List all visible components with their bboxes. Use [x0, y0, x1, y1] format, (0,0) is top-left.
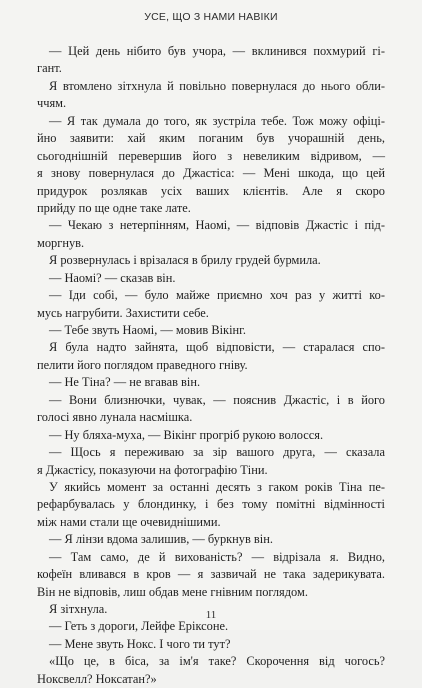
running-head: УСЕ, ЩО З НАМИ НАВІКИ [144, 11, 278, 23]
text-line: сьогоднішній перевершив його з невеликим відривом, — [37, 148, 385, 163]
text-line: — Ну бляха-муха, — Вікінг прогріб рукою волосся. [49, 427, 324, 442]
text-line: — Щось я переживаю за зір вашого друга, — сказала [49, 445, 385, 460]
text-line: прийду по ще одне таке лате. [37, 200, 191, 215]
text-line: між нами стали ще очевиднішими. [37, 514, 221, 529]
text-line: Я втомлено зітхнула й повільно повернулася до нього обли- [49, 78, 385, 93]
text-line: — Не Тіна? — не вгавав він. [49, 375, 201, 390]
text-line: — Цей день нібито був учора, — вклинився похмурий гі- [49, 44, 385, 58]
text-line: — Іди собі, — було майже приємно хоч раз у житті ко- [49, 288, 385, 303]
text-line: голосі явно лунала насмішка. [37, 410, 193, 425]
text-line: — Мене звуть Нокс. І чого ти тут? [49, 636, 231, 651]
body-text [37, 43, 385, 688]
text-line: моргнув. [37, 235, 85, 250]
text-line: Я розвернулась і врізалася в брилу грудей бурмила. [49, 253, 321, 268]
text-line: — Наомі? — сказав він. [49, 270, 176, 285]
text-line: придурок розлякав усіх ваших клієнтів. Але я скоро [37, 183, 385, 198]
text-line: йно заявити: хай яким поганим був учорашній день, [37, 131, 385, 146]
text-line: я знову повернулася до Джастіса: — Мені шкода, що цей [37, 166, 385, 181]
text-line: ччям. [37, 96, 67, 111]
text-line: Ноксвелл? Ноксатан?» [37, 671, 157, 686]
text-line: кофеїн вливався в кров — я зазвичай не така задерикувата. [37, 567, 385, 582]
text-line: — Я так думала до того, як зустріла тебе. Тож можу офіці- [49, 113, 385, 128]
text-line: мусь нагрубити. Захистити себе. [37, 305, 209, 320]
text-line: — Я лінзи вдома залишив, — буркнув він. [49, 532, 273, 547]
text-line: «Що це, в біса, за ім'я таке? Скорочення від чогось? [49, 654, 385, 669]
text-line: У якийсь момент за останні десять з гаком років Тіна пе- [49, 479, 385, 494]
text-line: Я була надто зайнята, щоб відповісти, — старалася спо- [49, 340, 385, 355]
text-line: — Там само, де й вихованість? — відрізала я. Видно, [49, 549, 385, 564]
text-line: — Чекаю з нетерпінням, Наомі, — відповів Джастіс і під- [49, 218, 385, 233]
text-line: гант. [37, 61, 62, 76]
text-line: — Тебе звуть Наомі, — мовив Вікінг. [49, 323, 246, 337]
text-line: Він не відповів, лиш обдав мене гнівним поглядом. [37, 584, 308, 599]
text-line: Я зітхнула. [49, 602, 108, 616]
text-line: — Вони близнючки, чувак, — пояснив Джастіс, і в його [49, 392, 385, 407]
text-line: пелити його поглядом праведного гніву. [37, 357, 248, 372]
text-line: рефарбувалась у блондинку, і без тому помітні відмінності [37, 497, 385, 512]
text-line: я Джастісу, показуючи на фотографію Тіни. [37, 462, 268, 477]
page-number: 11 [205, 609, 217, 621]
text-line: — Геть з дороги, Лейфе Еріксоне. [49, 619, 229, 634]
